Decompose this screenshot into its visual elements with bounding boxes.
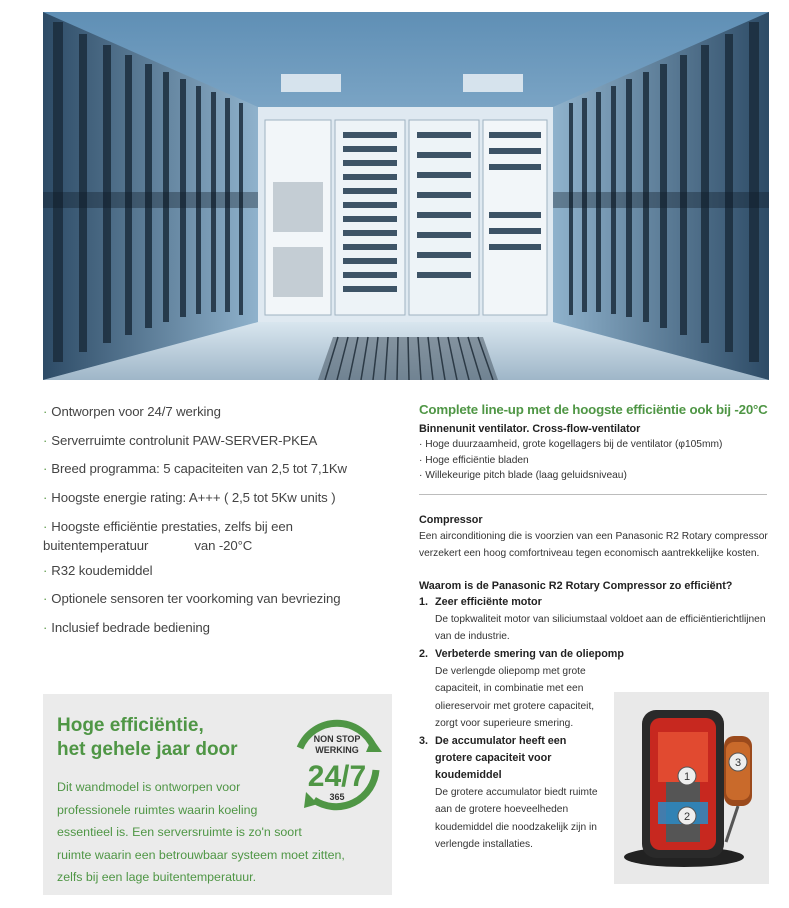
feature-list bbox=[43, 402, 388, 647]
badge-big: 24/7 bbox=[307, 760, 367, 793]
list-item: · R32 koudemiddel bbox=[43, 562, 153, 578]
compressor-cutaway-icon bbox=[614, 692, 769, 884]
point-1-text: De topkwaliteit motor van siliciumstaal voldoet aan de efficiëntierichtlijnen van de industrie. bbox=[435, 613, 766, 642]
compressor-text: Een airconditioning die is voorzien van een Panasonic R2 Rotary compressor verzekert een hoog comfortniveau tegen economisch aantrekkelijke kosten. bbox=[419, 530, 768, 559]
point-2-text: De verlengde oliepomp met grote capaciteit, in combinatie met een oliereservoir met grotere capaciteit, zorgt voor superieure smering. bbox=[435, 665, 595, 729]
list-item: · Willekeurige pitch blade (laag geluidsniveau) bbox=[419, 468, 769, 484]
point-1-title: 1. Zeer efficiënte motor bbox=[419, 595, 542, 608]
point-2-title: 2. Verbeterde smering van de oliepomp bbox=[419, 647, 625, 660]
fan-title: Binnenunit ventilator. Cross-flow-ventilator bbox=[419, 423, 641, 435]
list-item: · Hoge duurzaamheid, grote kogellagers bij de ventilator (φ105mm) bbox=[419, 437, 769, 453]
list-item: · Optionele sensoren ter voorkoming van bevriezing bbox=[43, 591, 341, 607]
point-3-text: De grotere accumulator biedt ruimte aan de grotere hoeveelheden koudemiddel die noodzakelijk zijn in verlengde installaties. bbox=[435, 786, 598, 850]
label-2: 2 bbox=[683, 811, 691, 823]
compressor-title: Compressor bbox=[419, 513, 483, 526]
lineup-heading: Complete line-up met de hoogste efficiëntie ook bij -20°C bbox=[419, 402, 768, 417]
label-3: 3 bbox=[734, 757, 742, 769]
list-item: · Hoge efficiëntie bladen bbox=[419, 453, 769, 469]
efficiency-box bbox=[43, 694, 392, 895]
list-item: · Serverruimte controlunit PAW-SERVER-PKEA bbox=[43, 432, 318, 448]
fan-list bbox=[419, 437, 769, 484]
compressor-image bbox=[614, 692, 769, 884]
badge-small: 365 bbox=[329, 792, 345, 802]
point-3-title: 3. De accumulator heeft een grotere capaciteit voor koudemiddel bbox=[419, 734, 567, 781]
box-title: Hoge efficiëntie, het gehele jaar door bbox=[57, 715, 238, 760]
non-stop-badge bbox=[284, 708, 390, 814]
badge-top2: WERKING bbox=[315, 745, 359, 755]
server-room-illustration bbox=[43, 12, 769, 380]
list-item: · Hoogste efficiëntie prestaties, zelfs bij een buitentemperatuur van -20°C bbox=[43, 518, 293, 553]
list-item: · Breed programma: 5 capaciteiten van 2,5 tot 7,1Kw bbox=[43, 461, 347, 477]
label-1: 1 bbox=[683, 771, 691, 783]
list-item: · Hoogste energie rating: A+++ ( 2,5 tot 5Kw units ) bbox=[43, 490, 336, 506]
server-room-photo bbox=[43, 12, 769, 380]
box-body: Dit wandmodel is ontworpen voor professionele ruimtes waarin koeling essentieel is. Een serversruimte is zo'n soort ruimte waarin een betrouwbaar systeem moet zitten, zelfs bij een lage buitentemperatuur. bbox=[57, 780, 345, 884]
divider bbox=[419, 494, 767, 495]
list-item: · Inclusief bedrade bediening bbox=[43, 620, 210, 636]
badge-top1: NON STOP bbox=[313, 734, 361, 744]
list-item: · Ontworpen voor 24/7 werking bbox=[43, 404, 221, 419]
why-title: Waarom is de Panasonic R2 Rotary Compressor zo efficiënt? bbox=[419, 579, 733, 592]
